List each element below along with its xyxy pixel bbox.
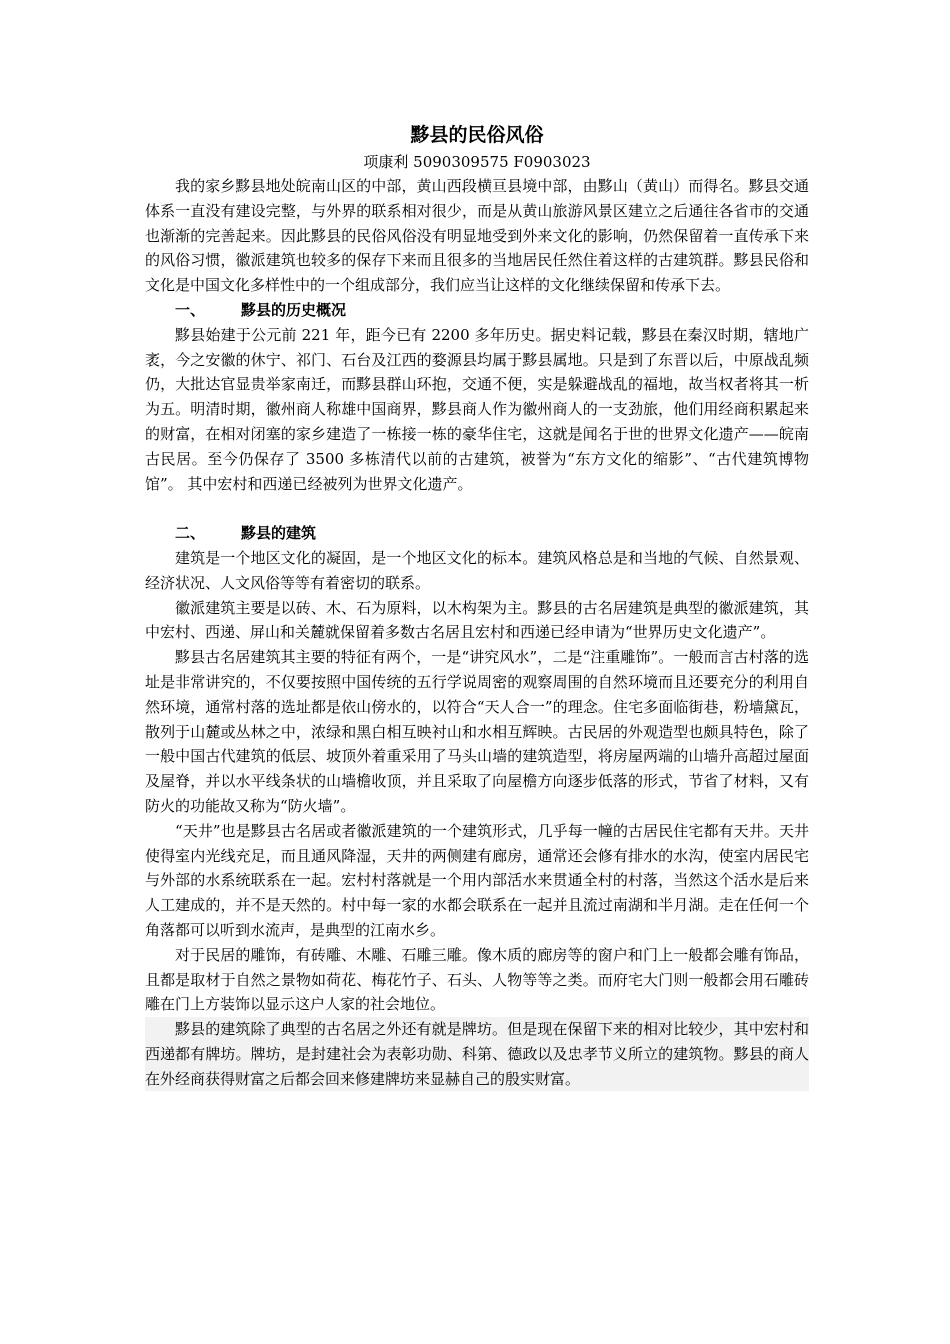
section-2-title: 黟县的建筑 xyxy=(241,524,317,543)
section-2-paragraph-4: “天井”也是黟县古名居或者徽派建筑的一个建筑形式，几乎每一幢的古居民住宅都有天井。天井使得室内光线充足，而且通风降湿，天井的两侧建有廊房，通常还会修有排水的水沟，使室内居民宅与外部的水系统联系在一起。宏村村落就是一个用内部活水来贯通全村的村落，当然这个活水是后来人工建成的，并不是天然的。村中每一家的水都会联系在一起并且流过南湖和半月湖。走在任何一个角落都可以听到水流声，是典型的江南水乡。 xyxy=(145,821,809,939)
section-1-paragraph-1: 黟县始建于公元前 221 年，距今已有 2200 多年历史。据史料记载，黟县在秦汉时期，辖地广袤，今之安徽的休宁、祁门、石台及江西的婺源县均属于黟县属地。只是到了东晋以后，中原战乱频仍，大批达官显贵举家南迁，而黟县群山环抱，交通不便，实是躲避战乱的福地，故当权者将其一析为五。明清时期，徽州商人称雄中国商界，黟县商人作为徽州商人的一支劲旅，他们用经商积累起来的财富，在相对闭塞的家乡建造了一栋接一栋的豪华住宅，这就是闻名于世的世界文化遗产——皖南古民居。至今仍保存了 3500 多栋清代以前的古建筑，被誉为“东方文化的缩影”、“古代建筑博物馆”。 其中宏村和西递已经被列为世界文化遗产。 xyxy=(145,325,809,493)
document-title: 黟县的民俗风俗 xyxy=(410,124,544,146)
blank-line xyxy=(145,496,809,521)
section-2-paragraph-6: 黟县的建筑除了典型的古名居之外还有就是牌坊。但是现在保留下来的相对比较少，其中宏村和西递都有牌坊。牌坊，是封建社会为表彰功勋、科第、德政以及忠孝节义所立的建筑物。黟县的商人在外经商获得财富之后都会回来修建牌坊来显赫自己的殷实财富。 xyxy=(145,1017,809,1091)
section-2-heading xyxy=(145,521,809,546)
section-2-paragraph-3: 黟县古名居建筑其主要的特征有两个，一是“讲究风水”，二是“注重雕饰”。一般而言古村落的选址是非常讲究的，不仅要按照中国传统的五行学说周密的观察周围的自然环境而且还要充分的利用自然环境，通常村落的选址都是依山傍水的，以符合“天人合一”的理念。住宅多面临街巷，粉墙黛瓦，散列于山麓或丛林之中，浓绿和黑白相互映衬山和水相互辉映。古民居的外观造型也颇具特色，除了一般中国古代建筑的低层、坡顶外着重采用了马头山墙的建筑造型，将房屋两端的山墙升高超过屋面及屋脊，并以水平线条状的山墙檐收顶，并且采取了向屋檐方向逐步低落的形式，节省了材料，又有防火的功能故又称为“防火墙”。 xyxy=(145,648,809,815)
section-2-paragraph-2: 徽派建筑主要是以砖、木、石为原料，以木构架为主。黟县的古名居建筑是典型的徽派建筑，其中宏村、西递、屏山和关麓就保留着多数古名居且宏村和西递已经申请为“世界历史文化遗产”。 xyxy=(145,598,809,642)
section-2-number: 二、 xyxy=(175,524,206,543)
intro-paragraph: 我的家乡黟县地处皖南山区的中部，黄山西段横亘县境中部，由黟山（黄山）而得名。黟县交通体系一直没有建设完整，与外界的联系相对很少，而是从黄山旅游风景区建立之后通往各省市的交通也渐渐的完善起来。因此黟县的民俗风俗没有明显地受到外来文化的影响，仍然保留着一直传承下来的风俗习惯，徽派建筑也较多的保存下来而且很多的当地居民任然住着这样的古建筑群。黟县民俗和文化是中国文化多样性中的一个组成部分，我们应当让这样的文化继续保留和传承下去。 xyxy=(145,177,809,295)
section-1-number: 一、 xyxy=(175,300,206,319)
section-2-paragraph-5: 对于民居的雕饰，有砖雕、木雕、石雕三雕。像木质的廊房等的窗户和门上一般都会雕有饰品，且都是取材于自然之景物如荷花、梅花竹子、石头、人物等等之类。而府宅大门则一般都会用石雕砖雕在门上方装饰以显示这户人家的社会地位。 xyxy=(145,945,809,1014)
section-1-heading xyxy=(145,298,809,323)
section-2-paragraph-1: 建筑是一个地区文化的凝固，是一个地区文化的标本。建筑风格总是和当地的气候、自然景观、经济状况、人文风俗等等有着密切的联系。 xyxy=(145,548,809,592)
section-1-title: 黟县的历史概况 xyxy=(241,300,347,319)
document-page xyxy=(145,120,809,1091)
author-line: 项康利 5090309575 F0903023 xyxy=(363,153,591,171)
